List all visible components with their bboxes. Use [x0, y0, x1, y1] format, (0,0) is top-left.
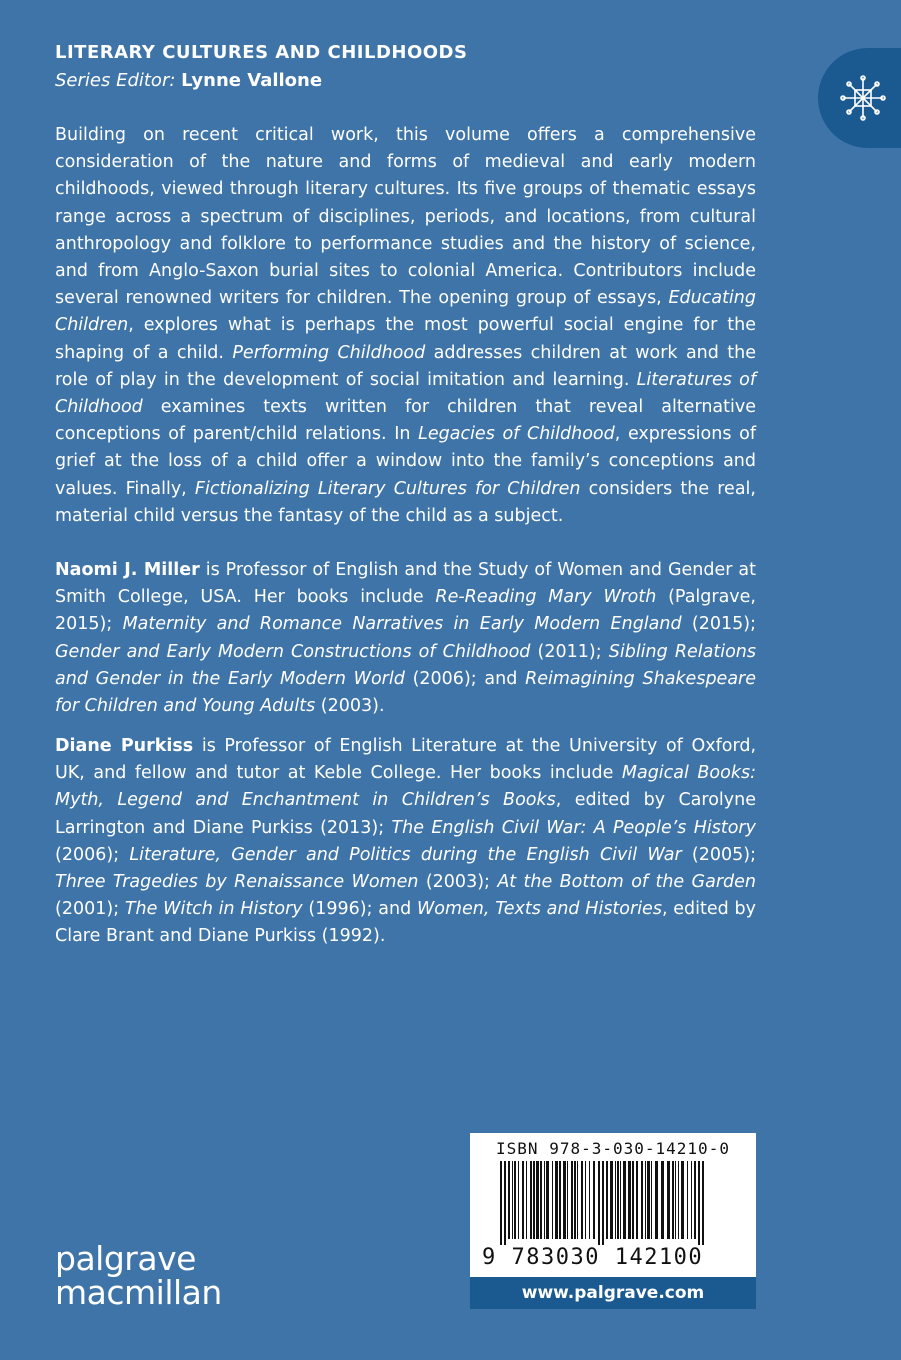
barcode-bar	[661, 1161, 664, 1239]
barcode-bar	[678, 1161, 679, 1239]
palgrave-star-icon	[840, 75, 886, 121]
italic-title: Three Tragedies by Renaissance Women	[55, 872, 419, 893]
text-run: (2011);	[530, 641, 609, 662]
text-run: is Professor of English and the Study of Women and Gender at Smith College, USA. Her books include	[55, 560, 756, 608]
text-run: (2005);	[681, 844, 756, 865]
barcode-bar	[606, 1161, 608, 1239]
text-run: (2006);	[55, 844, 130, 865]
barcode-bar	[623, 1161, 626, 1239]
publisher-logo-line2: macmillan	[55, 1273, 222, 1312]
editor-bio-diane-purkiss	[55, 733, 756, 951]
text-run: , edited by Clare Brant and Diane Purkiss (1992).	[55, 899, 756, 947]
publisher-logo-line1: palgrave	[55, 1239, 196, 1278]
barcode-box	[470, 1133, 756, 1277]
barcode-bar	[540, 1161, 542, 1239]
italic-title: The English Civil War: A People’s History	[391, 817, 756, 838]
italic-title: Literatures of Childhood	[55, 369, 756, 418]
series-title: LITERARY CULTURES AND CHILDHOODS	[55, 42, 468, 63]
barcode-bar	[544, 1161, 545, 1239]
barcode-bar	[615, 1161, 616, 1239]
barcode-bar	[681, 1161, 684, 1239]
barcode-bar	[574, 1161, 576, 1239]
italic-title: Maternity and Romance Narratives in Early Modern England	[122, 614, 682, 635]
barcode-bar	[522, 1161, 524, 1239]
italic-title: At the Bottom of the Garden	[497, 872, 756, 893]
text-run: considers the real, material child versus the fantasy of the child as a subject.	[55, 478, 756, 526]
publisher-badge	[818, 48, 901, 148]
barcode-bar	[628, 1161, 631, 1239]
barcode-bar	[585, 1161, 586, 1239]
barcode-bar	[533, 1161, 535, 1239]
barcode-bar	[641, 1161, 643, 1239]
series-editor	[55, 70, 322, 91]
barcode-bar	[589, 1161, 590, 1239]
barcode-bar	[567, 1161, 568, 1239]
publisher-logo	[55, 1239, 222, 1312]
text-run: Building on recent critical work, this volume offers a comprehensive consideration of the nature and forms of medieval and early modern childhoods, viewed through literary cultures. Its five groups of thematic essays range across a spectrum of disciplines, periods, and locations, from cultural anthropology and folklore to performance studies and the history of science, and from Anglo-Saxon burial sites to colonial America. Contributors include several renowned writers for children. The opening group of essays,	[55, 125, 756, 309]
editor-bio-naomi-miller	[55, 557, 756, 720]
text-run: (2003);	[418, 872, 498, 893]
barcode-bar	[536, 1161, 539, 1239]
barcode-bar	[577, 1161, 578, 1239]
barcode-bar	[651, 1161, 652, 1239]
series-editor-label: Series Editor:	[55, 70, 176, 91]
barcode-bar	[667, 1161, 670, 1239]
series-editor-name: Lynne Vallone	[181, 70, 323, 91]
barcode-guard-bar	[504, 1161, 506, 1245]
italic-title: Fictionalizing Literary Cultures for Children	[194, 478, 581, 499]
barcode-bar	[555, 1161, 558, 1239]
italic-title: Performing Childhood	[232, 342, 426, 363]
italic-title: The Witch in History	[124, 899, 303, 920]
barcode-bar	[518, 1161, 519, 1239]
barcode-bar	[691, 1161, 692, 1239]
barcode-bar	[617, 1161, 619, 1239]
book-description	[55, 122, 756, 530]
barcode-bar	[632, 1161, 634, 1239]
barcode-guard-bar	[702, 1161, 704, 1245]
text-run: examines texts written for children that reveal alternative conceptions of parent/child relations. In	[55, 397, 756, 445]
text-run: (2015);	[681, 614, 756, 635]
text-run: (1996); and	[302, 899, 417, 920]
barcode-bar	[552, 1161, 553, 1239]
barcode-bar	[636, 1161, 638, 1239]
italic-title: Literature, Gender and Politics during the English Civil War	[129, 844, 682, 865]
publisher-url: www.palgrave.com	[470, 1277, 756, 1309]
barcode-graphic	[478, 1161, 748, 1245]
italic-title: Re-Reading Mary Wroth	[435, 587, 657, 608]
italic-title: Educating Children	[55, 288, 756, 336]
barcode-bar	[672, 1161, 674, 1239]
barcode-bar	[530, 1161, 532, 1239]
barcode-bar	[526, 1161, 527, 1239]
barcode-guard-bar	[500, 1161, 502, 1245]
barcode-bar	[514, 1161, 516, 1239]
barcode-bar	[645, 1161, 646, 1239]
text-run: , explores what is perhaps the most powerful social engine for the shaping of a child.	[55, 315, 756, 363]
barcode-bar	[581, 1161, 583, 1239]
italic-title: Sibling Relations and Gender in the Early Modern World	[55, 641, 756, 689]
barcode-guard-bar	[598, 1161, 600, 1245]
barcode-bar	[687, 1161, 688, 1239]
barcode-bar	[571, 1161, 573, 1239]
isbn-text: ISBN 978-3-030-14210-0	[496, 1139, 730, 1158]
barcode-bar	[508, 1161, 510, 1239]
barcode-bar	[559, 1161, 561, 1239]
italic-title: Legacies of Childhood	[418, 424, 615, 445]
text-run: (2006); and	[404, 668, 526, 689]
bold-run: Diane Purkiss	[55, 736, 194, 756]
ean-digits: 9 783030 142100	[482, 1245, 704, 1270]
barcode-bar	[546, 1161, 549, 1239]
barcode-bar	[512, 1161, 513, 1239]
italic-title: Reimagining Shakespeare for Children and Young Adults	[55, 668, 756, 717]
bold-run: Naomi J. Miller	[55, 560, 200, 580]
text-run: , edited by Carolyne Larrington and Diane Purkiss (2013);	[55, 790, 756, 838]
text-run: (2001);	[55, 899, 125, 920]
barcode-bar	[655, 1161, 658, 1239]
text-run: addresses children at work and the role of play in the development of social imitation and learning.	[55, 342, 756, 390]
italic-title: Women, Texts and Histories	[416, 899, 662, 920]
text-run: (Palgrave, 2015);	[55, 587, 756, 635]
barcode-guard-bar	[602, 1161, 604, 1245]
italic-title: Gender and Early Modern Constructions of Childhood	[55, 641, 531, 662]
barcode-bar	[620, 1161, 621, 1239]
barcode-bar	[610, 1161, 613, 1239]
italic-title: Magical Books: Myth, Legend and Enchantment in Children’s Books	[55, 763, 756, 811]
text-run: , expressions of grief at the loss of a child offer a window into the family’s conceptions and values. Finally,	[55, 424, 756, 499]
barcode-bar	[694, 1161, 696, 1239]
barcode-bar	[563, 1161, 566, 1239]
text-run: (2003).	[315, 696, 385, 717]
barcode-bar	[675, 1161, 676, 1239]
barcode-bar	[647, 1161, 650, 1239]
barcode-bar	[593, 1161, 595, 1239]
barcode-guard-bar	[698, 1161, 700, 1245]
text-run: is Professor of English Literature at the University of Oxford, UK, and fellow and tutor at Keble College. Her books include	[55, 736, 757, 784]
